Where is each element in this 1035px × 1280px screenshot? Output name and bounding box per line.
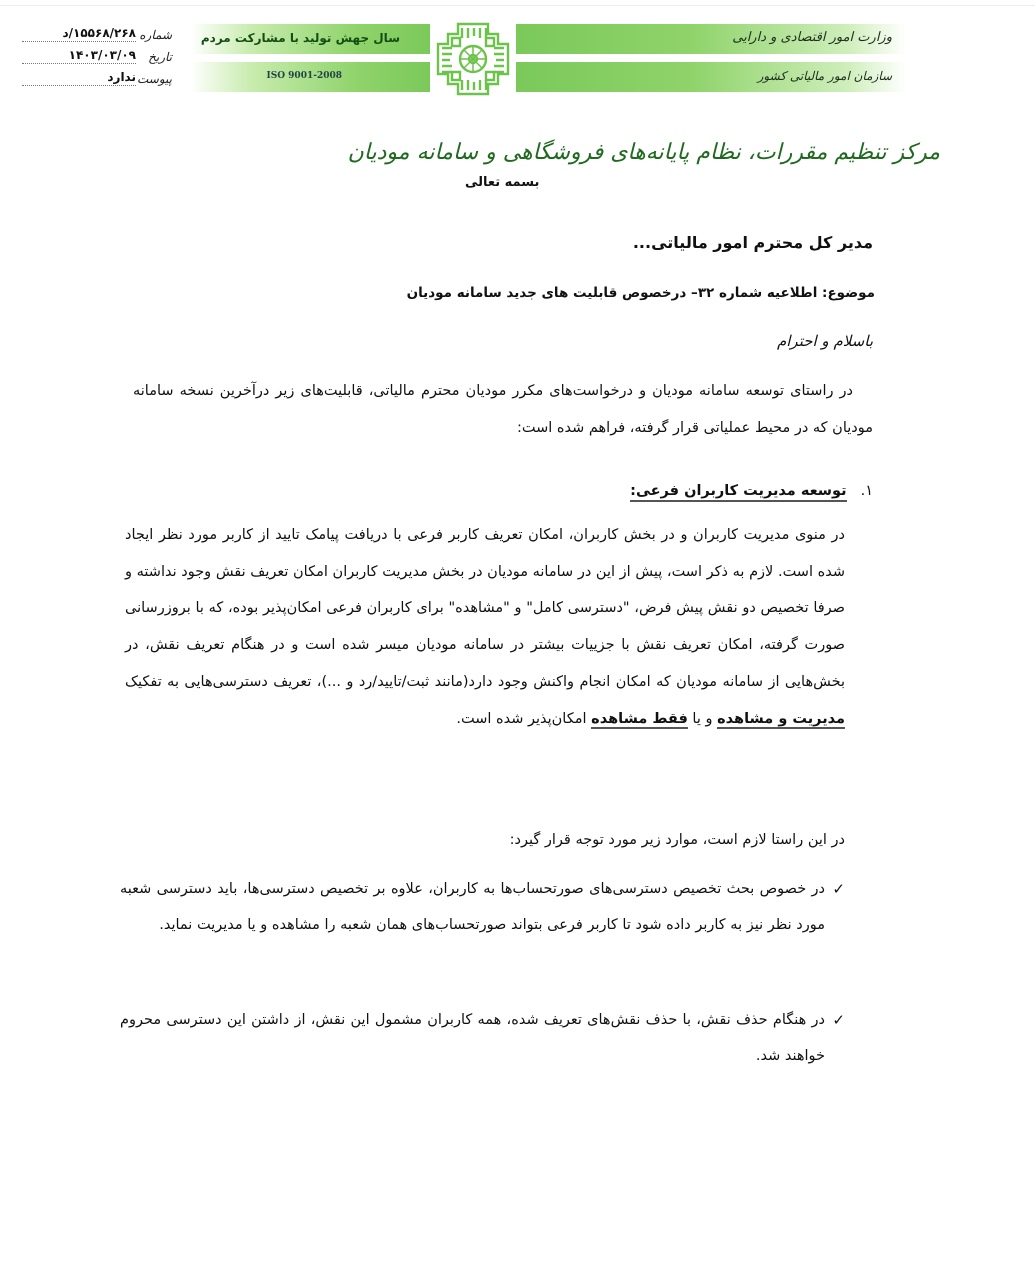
- organization-name: سازمان امور مالیاتی کشور: [757, 69, 892, 83]
- year-slogan: سال جهش تولید با مشارکت مردم: [200, 31, 400, 45]
- section-body-text: در منوی مدیریت کاربران و در بخش کاربران، امکان تعریف کاربر فرعی با دریافت پیامک تایید از کاربر مورد نظر ایجاد شده است. لازم به ذکر است، پیش از این در سامانه مودیان در بخش مدیریت کاربران امکان تعریف نقش وجود نداشته و صرفا تخصیص دو نقش پیش فرض، "دسترسی کامل" و "مشاهده" برای کاربران فرعی امکان‌پذیر بوده، که با بروزرسانی صورت گرفته، امکان تعریف نقش با جزییات بیشتر در سامانه مودیان میسر شده است و در هنگام تعریف نقش، در بخش‌هایی از سامانه مودیان که امکان انجام واکنش وجود دارد(مانند ثبت/تایید/رد و ...)، تعریف دسترسی‌هایی به تفکیک: [125, 527, 845, 690]
- section-number: ۱.: [860, 483, 873, 499]
- section-heading: [133, 483, 873, 499]
- letter-number-label: شماره: [139, 28, 172, 42]
- section-body-end: امکان‌پذیر شده است.: [456, 710, 587, 727]
- check-list-item: [120, 872, 845, 943]
- intro-paragraph: در راستای توسعه سامانه مودیان و درخواست‌های مکرر مودیان محترم مالیاتی، قابلیت‌های زیر درآخرین نسخه سامانه مودیان که در محیط عملیاتی قرار گرفته، فراهم شده است:: [133, 383, 873, 436]
- section-title: توسعه مدیریت کاربران فرعی:: [630, 483, 846, 502]
- considerations-note: در این راستا لازم است، موارد زیر مورد توجه قرار گیرد:: [509, 832, 845, 848]
- salutation: باسلام و احترام: [776, 332, 873, 350]
- recipient-line: مدیر کل محترم امور مالیاتی...: [632, 233, 873, 252]
- check-list-item: [120, 1003, 845, 1074]
- emphasis-view-only: فقط مشاهده: [591, 710, 688, 727]
- letter-date-value: ۱۴۰۳/۰۳/۰۹: [22, 48, 136, 64]
- organization-band: [516, 62, 906, 92]
- letter-attachment-label: پیوست: [137, 72, 172, 86]
- check-item-text: در هنگام حذف نقش، با حذف نقش‌های تعریف شده، همه کاربران مشمول این نقش، از داشتن این دسترسی محروم خواهند شد.: [120, 1012, 825, 1064]
- check-item-text: در خصوص بحث تخصیص دسترسی‌های صورتحساب‌ها به کاربران، علاوه بر تخصیص دسترسی‌ها، باید دسترسی شعبه مورد نظر نیز به کاربر داده شود تا کاربر فرعی بتواند صورتحساب‌های همان شعبه را مشاهده و یا مدیریت نماید.: [120, 881, 825, 933]
- bismillah-heading: بسمه تعالی: [465, 175, 540, 190]
- checkmark-icon: ✓: [832, 880, 845, 898]
- checkmark-icon: ✓: [832, 1011, 845, 1029]
- subject-line: موضوع: اطلاعیه شماره ۳۲– درخصوص قابلیت های جدید سامانه مودیان: [406, 285, 875, 301]
- emphasis-manage-view: مدیریت و مشاهده: [717, 710, 845, 727]
- center-name-calligraphy: مرکز تنظیم مقررات، نظام پایانه‌های فروشگاهی و سامانه مودیان: [347, 140, 940, 165]
- letter-attachment-row: [22, 64, 172, 86]
- section-body: [125, 517, 845, 737]
- letter-attachment-value: ندارد: [22, 70, 136, 86]
- iso-band: [190, 62, 430, 92]
- letter-number-row: [22, 20, 172, 42]
- ministry-band: [516, 24, 906, 54]
- slogan-band: [190, 24, 430, 54]
- page-top-border: [0, 5, 1035, 6]
- letter-number-value: ۱۵۵۶۸/۲۶۸/د: [22, 26, 136, 42]
- tax-organization-logo-icon: [434, 20, 512, 98]
- iso-certification: ISO 9001-2008: [266, 71, 342, 81]
- ministry-name: وزارت امور اقتصادی و دارایی: [732, 30, 892, 45]
- letter-date-row: [22, 42, 172, 64]
- connector-text: و یا: [692, 710, 713, 727]
- letter-meta: [22, 20, 172, 86]
- letter-date-label: تاریخ: [148, 50, 172, 64]
